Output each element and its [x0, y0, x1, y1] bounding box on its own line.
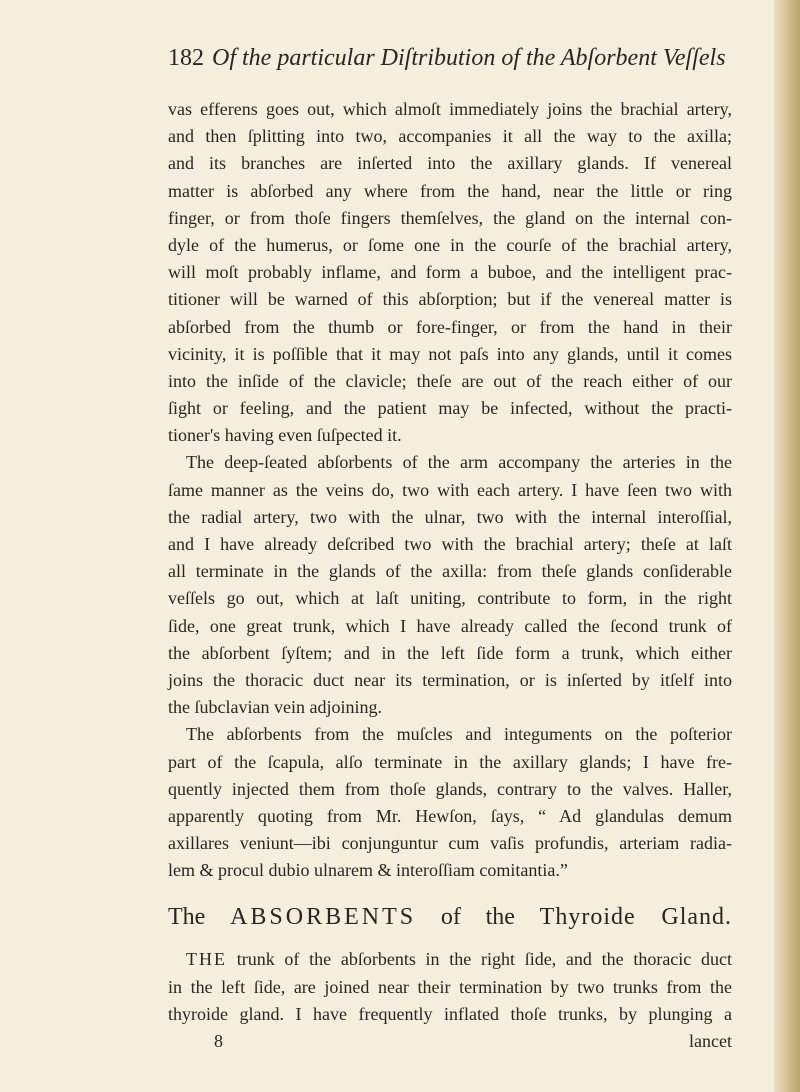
text-line: the radial artery, two with the ulnar, two with the internal interoſſial,	[168, 506, 732, 527]
text-line: dyle of the humerus, or ſome one in the courſe of the brachial artery,	[168, 234, 732, 255]
section-small-caps: Thyroide Gland.	[539, 904, 733, 931]
text-line: ſame manner as the veins do, two with each artery. I have ſeen two with	[168, 479, 732, 500]
section-middle: of the	[440, 904, 515, 931]
text-line: abſorbed from the thumb or fore-finger, or from the hand in their	[168, 316, 732, 337]
running-header	[168, 38, 728, 78]
text-line: The deep-ſeated abſorbents of the arm accompany the arteries in the	[186, 452, 732, 473]
text-line: and I have already deſcribed two with the brachial artery; theſe at laſt	[168, 534, 732, 554]
text-line: ſight or feeling, and the patient may be infected, without the practi-	[168, 398, 732, 419]
section-heading	[168, 892, 732, 942]
text-line: apparently quoting from Mr. Hewſon, ſays, “ Ad glandulas demum	[168, 805, 732, 826]
text-line: part of the ſcapula, alſo terminate in the axillary glands; I have fre-	[168, 751, 732, 772]
text-line	[168, 946, 732, 973]
page-number: 182	[168, 45, 204, 71]
text-line: tioner's having even ſuſpected it.	[168, 425, 402, 446]
text-line-rest: trunk of the abſorbents in the right ſide, and the thoracic duct	[236, 949, 732, 970]
page-edge	[774, 0, 800, 1092]
section-prefix: The	[168, 904, 206, 931]
text-line: vas efferens goes out, which almoſt immediately joins the brachial artery,	[168, 99, 732, 119]
text-line: and then ſplitting into two, accompanies it all the way to the axilla;	[168, 126, 732, 147]
page-body	[168, 96, 732, 1055]
text-line: in the left ſide, are joined near their termination by two trunks from the	[168, 976, 732, 997]
paragraph-4	[168, 946, 732, 1028]
page-footer	[168, 1028, 732, 1055]
text-line: vicinity, it is poſſible that it may not paſs into any glands, until it comes	[168, 343, 732, 364]
text-line: thyroide gland. I have frequently inflated thoſe trunks, by plunging a	[168, 1003, 732, 1024]
text-line: ſide, one great trunk, which I have already called the ſecond trunk of	[168, 615, 732, 636]
running-title: Of the particular Diſtribution of the Abſorbent Veſſels	[212, 45, 726, 71]
text-line: finger, or from thoſe fingers themſelves, the gland on the internal con-	[168, 207, 732, 228]
text-line: and its branches are inſerted into the axillary glands. If venereal	[168, 153, 732, 174]
text-line: lem & procul dubio ulnarem & interoſſiam comitantia.”	[168, 860, 568, 881]
catchword: lancet	[689, 1031, 732, 1051]
paragraph-2	[168, 449, 732, 721]
text-line: joins the thoracic duct near its termination, or is inſerted by itſelf into	[168, 669, 732, 690]
lead-word: THE	[186, 949, 227, 970]
paragraph-3	[168, 721, 732, 884]
text-line: the ſubclavian vein adjoining.	[168, 697, 382, 718]
text-line: veſſels go out, which at laſt uniting, contribute to form, in the right	[168, 588, 732, 609]
text-line: all terminate in the glands of the axilla: from theſe glands conſiderable	[168, 561, 732, 582]
signature-mark: 8	[214, 1031, 223, 1051]
text-line: will moſt probably inflame, and form a buboe, and the intelligent prac-	[168, 262, 732, 283]
text-line: the abſorbent ſyſtem; and in the left ſide form a trunk, which either	[168, 642, 732, 663]
text-line: The abſorbents from the muſcles and integuments on the poſterior	[186, 724, 732, 745]
section-caps: ABSORBENTS	[230, 904, 417, 931]
text-line: quently injected them from thoſe glands, contrary to the valves. Haller,	[168, 778, 732, 799]
text-line: axillares veniunt—ibi conjunguntur cum vaſis profundis, arteriam radia-	[168, 833, 732, 854]
text-line: into the inſide of the clavicle; theſe are out of the reach either of our	[168, 370, 732, 391]
paragraph-1	[168, 96, 732, 449]
text-line: matter is abſorbed any where from the hand, near the little or ring	[168, 180, 732, 201]
text-line: titioner will be warned of this abſorption; but if the venereal matter is	[168, 289, 732, 310]
